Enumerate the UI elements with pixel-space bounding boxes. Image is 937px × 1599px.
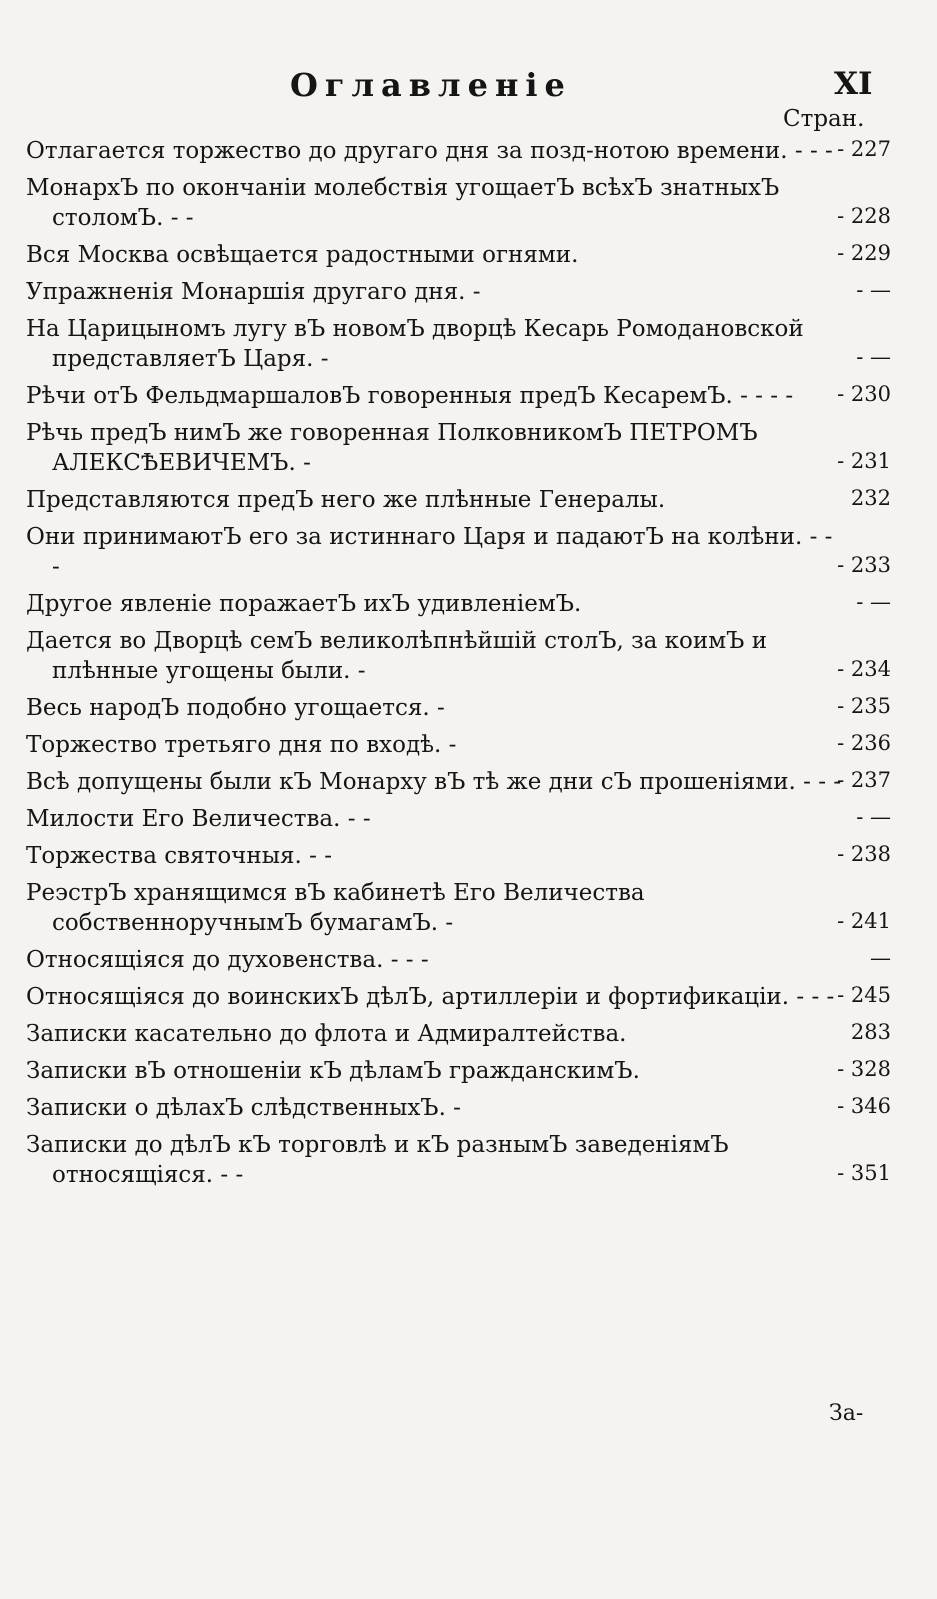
toc-entry-page: - 351 [837, 1161, 891, 1185]
toc-entry-text: Рѣчь предЪ нимЪ же говоренная ПолковникомЪ ПЕТРОМЪ АЛЕКСѢЕВИЧЕМЪ. - [26, 420, 758, 476]
page-title: Оглавленіе [290, 66, 572, 104]
toc-entry-text: На Царицыномъ лугу вЪ новомЪ дворцѣ Кесарь Ромодановской представляетЪ Царя. - [26, 316, 804, 372]
toc-entry-page: - — [856, 278, 891, 302]
toc-entry-text: Записки о дѣлахЪ слѣдственныхЪ. - [26, 1095, 461, 1121]
roman-page-number: XI [834, 66, 873, 102]
toc-entry [26, 878, 891, 938]
toc-entry [26, 277, 891, 307]
toc-entry [26, 693, 891, 723]
toc-entry-text: Они принимаютЪ его за истиннаго Царя и падаютЪ на колѣни. - - - [26, 524, 833, 580]
toc-entry-page: - 228 [837, 204, 891, 228]
catchword: За- [829, 1401, 864, 1426]
toc-entry-page: - — [856, 345, 891, 369]
toc-entry [26, 841, 891, 871]
toc-entry-page: - 233 [837, 553, 891, 577]
toc-entry [26, 173, 891, 233]
toc-entry [26, 767, 891, 797]
toc-entry [26, 730, 891, 760]
toc-entry-page: - 237 [837, 768, 891, 792]
toc-entry-page: - 229 [837, 241, 891, 265]
toc-entry-page: - 231 [837, 449, 891, 473]
toc-entry [26, 982, 891, 1012]
toc-entry [26, 240, 891, 270]
toc-entry [26, 945, 891, 975]
toc-entry-page: - 230 [837, 382, 891, 406]
toc-entry-page: 232 [850, 486, 891, 510]
toc-entry-text: Рѣчи отЪ ФельдмаршаловЪ говоренныя предЪ КесаремЪ. - - - - [26, 383, 794, 409]
toc-entry-text: РеэстрЪ хранящимся вЪ кабинетѣ Его Величества собственноручнымЪ бумагамЪ. - [26, 880, 645, 936]
toc-entry-page: - 235 [837, 694, 891, 718]
toc-entry-text: Вся Москва освѣщается радостными огнями. [26, 242, 579, 268]
page-column-label: Стран. [783, 106, 865, 132]
toc-entry-page: - — [856, 805, 891, 829]
toc-entry-text: Торжество третьяго дня по входѣ. - [26, 732, 457, 758]
toc-entry [26, 418, 891, 478]
toc-entry-page: - 227 [837, 137, 891, 161]
toc-entry-text: Милости Его Величества. - - [26, 806, 371, 832]
toc-entry-page: - 234 [837, 657, 891, 681]
toc-entry-page: — [870, 946, 891, 970]
toc-entry-page: - — [856, 590, 891, 614]
toc-entry [26, 804, 891, 834]
toc-entry-text: Представляются предЪ него же плѣнные Генералы. [26, 487, 666, 513]
toc-entry [26, 626, 891, 686]
toc-entry-page: - 236 [837, 731, 891, 755]
toc-entry [26, 314, 891, 374]
toc-entry [26, 485, 891, 515]
toc-entry-page: - 241 [837, 909, 891, 933]
toc-entry-text: Записки касательно до флота и Адмиралтейства. [26, 1021, 627, 1047]
toc-entry-text: Торжества святочныя. - - [26, 843, 332, 869]
toc-entry-text: Дается во Дворцѣ семЪ великолѣпнѣйшій столЪ, за коимЪ и плѣнные угощены были. - [26, 628, 768, 684]
toc-entry-text: Другое явленіе поражаетЪ ихЪ удивленіемЪ. [26, 591, 582, 617]
toc-entry-page: 283 [850, 1020, 891, 1044]
toc-entry-text: Записки вЪ отношеніи кЪ дѣламЪ гражданскимЪ. [26, 1058, 640, 1084]
toc-entry-text: Относящіяся до духовенства. - - - [26, 947, 429, 973]
toc-entry [26, 1056, 891, 1086]
toc-entry-page: - 238 [837, 842, 891, 866]
toc-entry-text: Записки до дѣлЪ кЪ торговлѣ и кЪ разнымЪ заведеніямЪ относящіяся. - - [26, 1132, 729, 1188]
toc-entry-text: Относящіяся до воинскихЪ дѣлЪ, артиллеріи и фортификаціи. - - - [26, 984, 835, 1010]
toc-entry [26, 522, 891, 582]
toc-entry-page: - 245 [837, 983, 891, 1007]
toc-entry-text: Весь народЪ подобно угощается. - [26, 695, 445, 721]
toc-entry [26, 1093, 891, 1123]
toc-entry [26, 1019, 891, 1049]
toc-entry [26, 136, 891, 166]
table-of-contents [26, 136, 891, 1197]
toc-entry-page: - 346 [837, 1094, 891, 1118]
toc-entry-page: - 328 [837, 1057, 891, 1081]
toc-entry [26, 589, 891, 619]
toc-entry-text: МонархЪ по окончаніи молебствія угощаетЪ всѣхЪ знатныхЪ столомЪ. - - [26, 175, 780, 231]
toc-entry [26, 381, 891, 411]
toc-entry-text: Всѣ допущены были кЪ Монарху вЪ тѣ же дни сЪ прошеніями. - - - [26, 769, 842, 795]
toc-entry-text: Отлагается торжество до другаго дня за позд-нотою времени. - - - [26, 138, 833, 164]
toc-entry-text: Упражненія Монаршія другаго дня. - [26, 279, 481, 305]
toc-entry [26, 1130, 891, 1190]
